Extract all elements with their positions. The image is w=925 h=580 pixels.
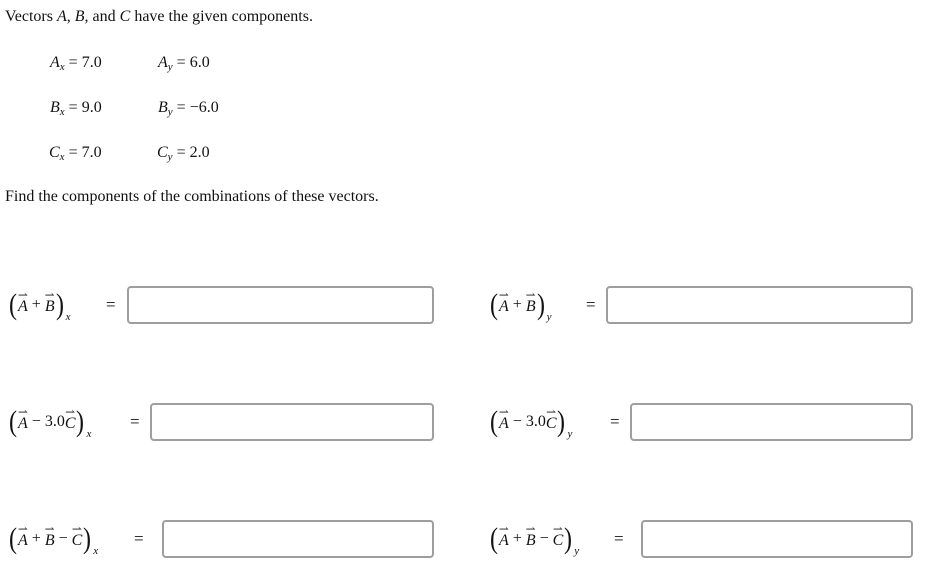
vector-arrow-icon: ⇀ — [44, 522, 55, 536]
coefficient: 3.0 — [44, 413, 65, 430]
vector-b — [525, 288, 536, 316]
vector-arrow-icon: ⇀ — [552, 522, 563, 536]
vector-arrow-icon: ⇀ — [498, 405, 509, 419]
component-subscript: y — [546, 311, 552, 323]
expr-diff-x — [8, 405, 92, 440]
vector-letter: B — [44, 298, 55, 315]
equals-sign: = — [106, 295, 116, 314]
vector-b — [525, 522, 536, 550]
answer-sum-x-input[interactable] — [127, 286, 434, 324]
component-cx-sub: x — [59, 151, 65, 163]
component-cx-letter: C — [49, 144, 60, 161]
vector-a — [17, 522, 28, 550]
component-ay — [158, 54, 210, 73]
vector-letter: B — [44, 532, 55, 549]
vector-arrow-icon: ⇀ — [17, 522, 28, 536]
vector-b — [44, 522, 55, 550]
left-paren: ( — [9, 288, 17, 321]
plus-sign: + — [31, 296, 41, 313]
left-paren: ( — [9, 405, 17, 438]
plus-sign: + — [512, 530, 522, 547]
vector-letter: C — [552, 532, 564, 549]
right-paren: ) — [83, 522, 92, 555]
component-bx-sub: x — [59, 106, 65, 118]
right-paren: ) — [55, 288, 64, 321]
component-ay-sub: y — [167, 61, 173, 73]
answer-diff-x-input[interactable] — [150, 403, 434, 441]
component-cy-letter: C — [157, 144, 168, 161]
minus-sign: − — [539, 530, 549, 547]
vector-letter: C — [71, 532, 83, 549]
vector-arrow-icon: ⇀ — [525, 288, 536, 302]
right-paren: ) — [557, 405, 566, 438]
component-ay-value: 6.0 — [189, 54, 210, 71]
vector-c — [552, 522, 564, 550]
vector-letter: A — [499, 532, 509, 549]
expr-sum-x — [8, 288, 71, 323]
plus-sign: + — [31, 530, 41, 547]
vector-a — [498, 405, 509, 433]
vector-arrow-icon: ⇀ — [498, 522, 509, 536]
component-by-value: −6.0 — [189, 99, 219, 116]
component-bx-value: 9.0 — [81, 99, 102, 116]
vector-letter: A — [18, 298, 28, 315]
answer-combo-x-input[interactable] — [162, 520, 434, 558]
equals-sign: = — [586, 295, 596, 314]
vector-arrow-icon: ⇀ — [17, 405, 28, 419]
plus-sign: + — [512, 296, 522, 313]
vector-arrow-icon: ⇀ — [71, 522, 82, 536]
vector-letter: B — [525, 298, 536, 315]
component-cx-rel: = — [64, 144, 82, 161]
left-paren: ( — [490, 288, 498, 321]
equals-sign: = — [610, 412, 620, 431]
vector-a — [17, 288, 28, 316]
vector-arrow-icon: ⇀ — [546, 405, 557, 419]
component-cx — [49, 144, 102, 163]
vector-a — [498, 288, 509, 316]
left-paren: ( — [9, 522, 17, 555]
component-bx-letter: B — [50, 99, 60, 116]
intro-sep2: , and — [84, 8, 120, 25]
vector-a — [498, 522, 509, 550]
equals-sign: = — [134, 529, 144, 548]
vector-letter: A — [18, 532, 28, 549]
component-ax-letter: A — [50, 54, 60, 71]
component-bx-rel: = — [64, 99, 82, 116]
vector-letter: C — [545, 415, 557, 432]
vector-a — [17, 405, 28, 433]
component-by-letter: B — [158, 99, 168, 116]
component-subscript: y — [567, 428, 573, 440]
component-cy-sub: y — [167, 151, 173, 163]
minus-sign: − — [58, 530, 68, 547]
component-by-rel: = — [172, 99, 190, 116]
component-cy — [157, 144, 210, 163]
intro-suffix: have the given components. — [130, 8, 313, 25]
vector-c — [64, 405, 76, 433]
right-paren: ) — [76, 405, 85, 438]
intro-prefix: Vectors — [5, 8, 57, 25]
vector-arrow-icon: ⇀ — [17, 288, 28, 302]
expr-combo-x — [8, 522, 99, 557]
component-ay-letter: A — [158, 54, 168, 71]
answer-diff-y-input[interactable] — [630, 403, 913, 441]
right-paren: ) — [564, 522, 573, 555]
component-subscript: y — [574, 545, 580, 557]
intro-vector-a: A — [56, 8, 67, 25]
component-by-sub: y — [167, 106, 173, 118]
vector-b — [44, 288, 55, 316]
component-ax-value: 7.0 — [81, 54, 102, 71]
vector-c — [545, 405, 557, 433]
vector-arrow-icon: ⇀ — [65, 405, 76, 419]
vector-c — [71, 522, 83, 550]
component-ax-sub: x — [59, 61, 65, 73]
vector-arrow-icon: ⇀ — [498, 288, 509, 302]
answer-sum-y-input[interactable] — [606, 286, 913, 324]
component-ax-rel: = — [64, 54, 82, 71]
intro-vector-b: B — [74, 8, 85, 25]
expr-diff-y — [489, 405, 573, 440]
component-subscript: x — [93, 545, 99, 557]
expr-combo-y — [489, 522, 580, 557]
component-cy-value: 2.0 — [189, 144, 210, 161]
component-subscript: x — [65, 311, 71, 323]
equals-sign: = — [130, 412, 140, 431]
vector-letter: A — [499, 298, 509, 315]
vector-arrow-icon: ⇀ — [525, 522, 536, 536]
instruction-text: Find the components of the combinations of these vectors. — [5, 188, 379, 205]
left-paren: ( — [490, 522, 498, 555]
minus-sign: − — [31, 413, 41, 430]
vector-letter: B — [525, 532, 536, 549]
vector-arrow-icon: ⇀ — [44, 288, 55, 302]
component-subscript: x — [86, 428, 92, 440]
component-ay-rel: = — [172, 54, 190, 71]
component-ax — [50, 54, 102, 73]
right-paren: ) — [536, 288, 545, 321]
intro-sep1: , — [66, 8, 75, 25]
answer-combo-y-input[interactable] — [641, 520, 913, 558]
vector-letter: C — [64, 415, 76, 432]
component-by — [158, 99, 219, 118]
expr-sum-y — [489, 288, 552, 323]
coefficient: 3.0 — [525, 413, 546, 430]
component-bx — [50, 99, 102, 118]
intro-text — [5, 8, 313, 26]
minus-sign: − — [512, 413, 522, 430]
left-paren: ( — [490, 405, 498, 438]
vector-letter: A — [18, 415, 28, 432]
component-cy-rel: = — [172, 144, 190, 161]
vector-letter: A — [499, 415, 509, 432]
equals-sign: = — [614, 529, 624, 548]
intro-vector-c: C — [119, 8, 131, 25]
component-cx-value: 7.0 — [81, 144, 102, 161]
